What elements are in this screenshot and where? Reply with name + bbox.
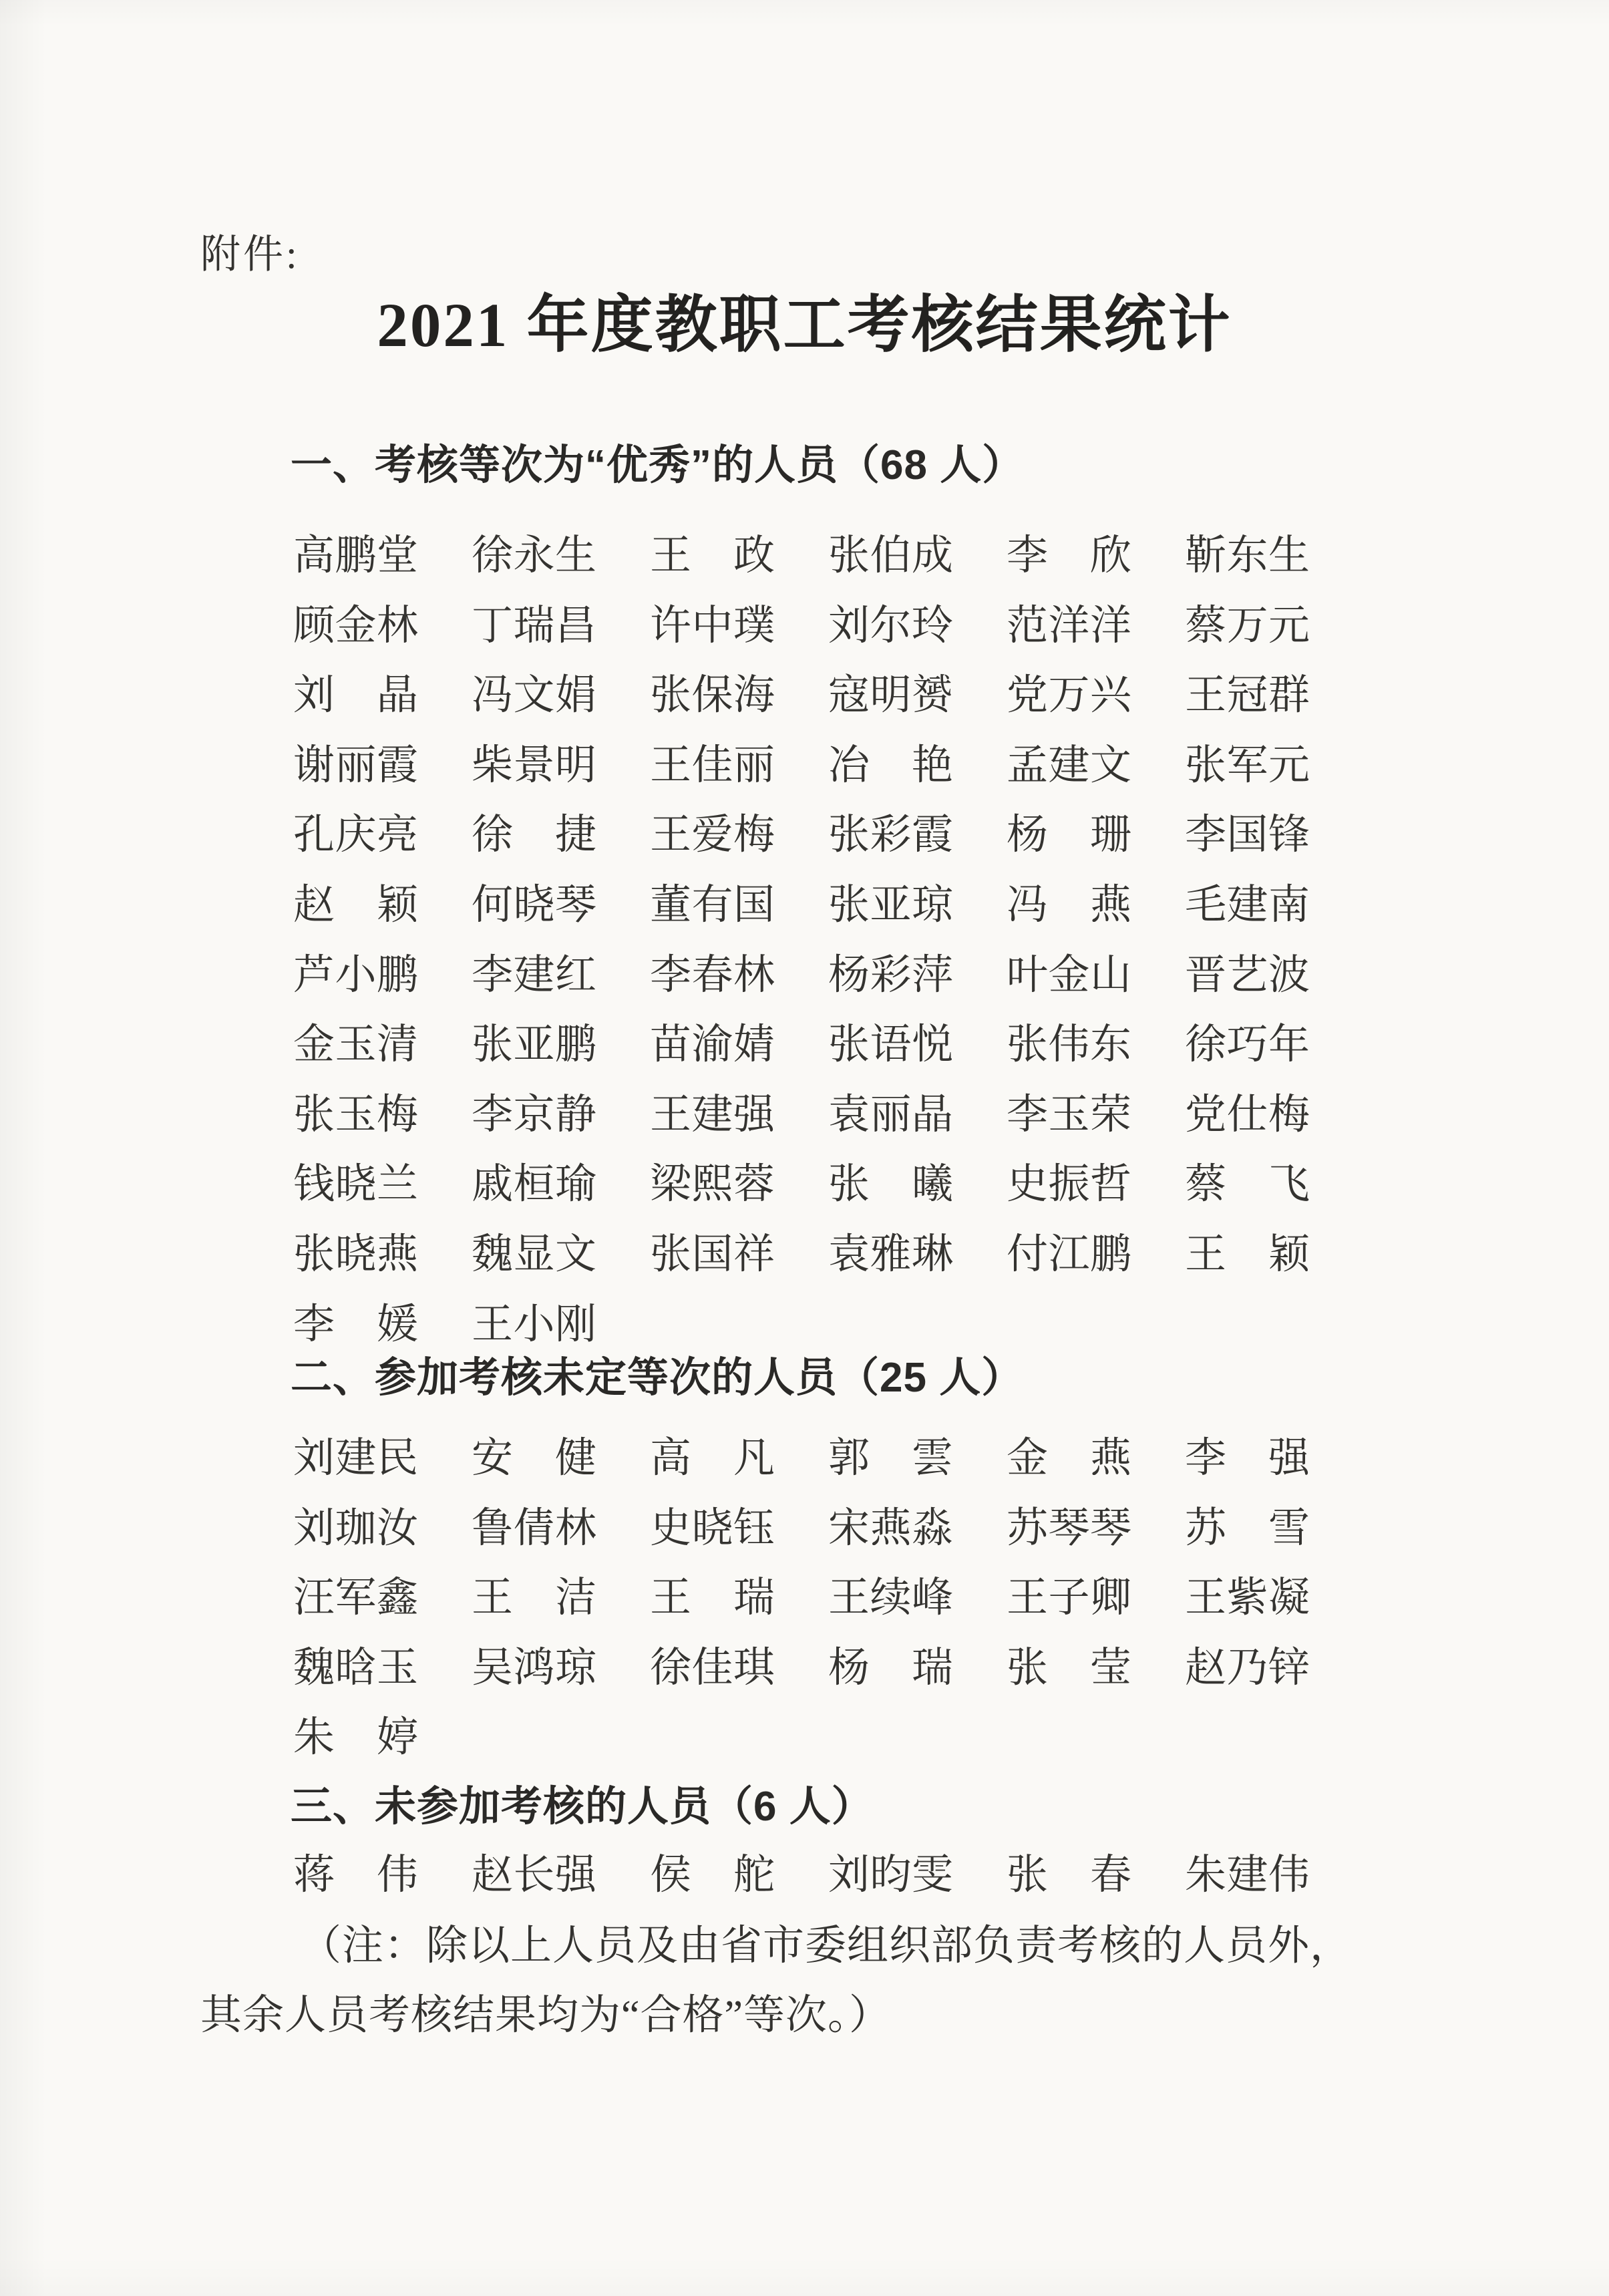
name-row bbox=[293, 1853, 1310, 1923]
person-name: 苏 雪 bbox=[1185, 1505, 1310, 1551]
name-row bbox=[293, 744, 1310, 814]
person-name: 金 燕 bbox=[1007, 1436, 1132, 1481]
person-name: 李京静 bbox=[472, 1092, 597, 1138]
person-name: 王 洁 bbox=[472, 1575, 597, 1621]
name-row bbox=[293, 1506, 1310, 1577]
person-name: 柴景明 bbox=[472, 742, 597, 788]
person-name: 张亚鹏 bbox=[472, 1022, 597, 1068]
person-name: 侯 舵 bbox=[650, 1852, 775, 1898]
person-name: 张语悦 bbox=[828, 1022, 954, 1068]
person-name: 李 欣 bbox=[1007, 533, 1132, 579]
person-name: 芦小鹏 bbox=[293, 952, 419, 998]
person-name: 张军元 bbox=[1185, 742, 1310, 788]
person-name: 范洋洋 bbox=[1007, 603, 1132, 649]
person-name: 赵乃锌 bbox=[1185, 1645, 1310, 1691]
person-name: 高鹏堂 bbox=[293, 533, 419, 579]
person-name: 李玉荣 bbox=[1007, 1092, 1132, 1138]
person-name: 安 健 bbox=[472, 1436, 597, 1481]
person-name: 袁雅琳 bbox=[828, 1231, 954, 1277]
name-row bbox=[293, 953, 1310, 1023]
person-name: 张国祥 bbox=[650, 1231, 775, 1277]
person-name: 付江鹏 bbox=[1007, 1231, 1132, 1277]
person-name: 袁丽晶 bbox=[828, 1092, 954, 1138]
attachment-label: 附件: bbox=[200, 232, 300, 277]
person-name: 王建强 bbox=[650, 1092, 775, 1138]
person-name: 孔庆亮 bbox=[293, 812, 419, 858]
person-name: 刘建民 bbox=[293, 1436, 419, 1481]
person-name: 丁瑞昌 bbox=[472, 603, 597, 649]
person-name: 寇明赟 bbox=[828, 673, 954, 719]
person-name: 王佳丽 bbox=[650, 742, 775, 788]
name-row bbox=[293, 1576, 1310, 1646]
name-row bbox=[293, 1162, 1310, 1233]
name-row bbox=[293, 1715, 1310, 1786]
person-name: 魏显文 bbox=[472, 1231, 597, 1277]
name-row bbox=[293, 604, 1310, 674]
person-name: 金玉清 bbox=[293, 1022, 419, 1068]
person-name: 冯文娟 bbox=[472, 673, 597, 719]
person-name: 郭 雲 bbox=[828, 1436, 954, 1481]
person-name: 苏琴琴 bbox=[1007, 1505, 1132, 1551]
person-name: 董有国 bbox=[650, 882, 775, 928]
person-name: 赵 颖 bbox=[293, 882, 419, 928]
person-name: 史晓钰 bbox=[650, 1505, 775, 1551]
person-name: 王小刚 bbox=[472, 1301, 597, 1347]
person-name: 杨 珊 bbox=[1007, 812, 1132, 858]
person-name: 张亚琼 bbox=[828, 882, 954, 928]
name-row bbox=[293, 534, 1310, 604]
person-name: 张伯成 bbox=[828, 533, 954, 579]
person-name: 许中璞 bbox=[650, 603, 775, 649]
person-name: 魏晗玉 bbox=[293, 1645, 419, 1691]
person-name: 蒋 伟 bbox=[293, 1852, 419, 1898]
person-name: 李国锋 bbox=[1185, 812, 1310, 858]
person-name: 晋艺波 bbox=[1185, 952, 1310, 998]
person-name: 鲁倩林 bbox=[472, 1505, 597, 1551]
person-name: 宋燕淼 bbox=[828, 1505, 954, 1551]
person-name: 史振哲 bbox=[1007, 1162, 1132, 1208]
name-row bbox=[293, 1023, 1310, 1093]
name-grid-ungraded bbox=[293, 1436, 1310, 1786]
person-name: 徐 捷 bbox=[472, 812, 597, 858]
person-name: 杨彩萍 bbox=[828, 952, 954, 998]
person-name: 冶 艳 bbox=[828, 742, 954, 788]
person-name: 徐佳琪 bbox=[650, 1645, 775, 1691]
person-name: 赵长强 bbox=[472, 1852, 597, 1898]
section-heading-ungraded: 二、参加考核未定等次的人员（25 人） bbox=[291, 1355, 1024, 1401]
person-name: 王 瑞 bbox=[650, 1575, 775, 1621]
person-name: 朱建伟 bbox=[1185, 1852, 1310, 1898]
name-row bbox=[293, 1646, 1310, 1716]
name-row bbox=[293, 1233, 1310, 1303]
name-grid-not-assessed bbox=[293, 1853, 1310, 1923]
person-name: 王续峰 bbox=[828, 1575, 954, 1621]
person-name: 张 莹 bbox=[1007, 1645, 1132, 1691]
page-title: 2021 年度教职工考核结果统计 bbox=[377, 291, 1232, 360]
person-name: 张 曦 bbox=[828, 1162, 954, 1208]
section-heading-excellent: 一、考核等次为“优秀”的人员（68 人） bbox=[291, 442, 1025, 488]
person-name: 蔡万元 bbox=[1185, 603, 1310, 649]
person-name: 张晓燕 bbox=[293, 1231, 419, 1277]
person-name: 谢丽霞 bbox=[293, 742, 419, 788]
person-name: 吴鸿琼 bbox=[472, 1645, 597, 1691]
person-name: 李 媛 bbox=[293, 1301, 419, 1347]
section-heading-not-assessed: 三、未参加考核的人员（6 人） bbox=[291, 1784, 874, 1830]
name-row bbox=[293, 813, 1310, 883]
person-name: 蔡 飞 bbox=[1185, 1162, 1310, 1208]
person-name: 汪军鑫 bbox=[293, 1575, 419, 1621]
note-line: （注：除以上人员及由省市委组织部负责考核的人员外， bbox=[300, 1923, 1353, 1969]
note-line: 其余人员考核结果均为“合格”等次。） bbox=[200, 1993, 892, 2038]
person-name: 梁熙蓉 bbox=[650, 1162, 775, 1208]
name-row bbox=[293, 1093, 1310, 1163]
person-name: 张玉梅 bbox=[293, 1092, 419, 1138]
person-name: 刘珈汝 bbox=[293, 1505, 419, 1551]
person-name: 孟建文 bbox=[1007, 742, 1132, 788]
person-name: 叶金山 bbox=[1007, 952, 1132, 998]
person-name: 何晓琴 bbox=[472, 882, 597, 928]
person-name: 王冠群 bbox=[1185, 673, 1310, 719]
person-name: 张保海 bbox=[650, 673, 775, 719]
name-row bbox=[293, 1436, 1310, 1506]
person-name: 张 春 bbox=[1007, 1852, 1132, 1898]
person-name: 党万兴 bbox=[1007, 673, 1132, 719]
person-name: 朱 婷 bbox=[293, 1715, 419, 1761]
person-name: 李建红 bbox=[472, 952, 597, 998]
person-name: 张彩霞 bbox=[828, 812, 954, 858]
person-name: 李春林 bbox=[650, 952, 775, 998]
person-name: 李 强 bbox=[1185, 1436, 1310, 1481]
person-name: 王子卿 bbox=[1007, 1575, 1132, 1621]
person-name: 刘 晶 bbox=[293, 673, 419, 719]
person-name: 刘昀雯 bbox=[828, 1852, 954, 1898]
name-row bbox=[293, 673, 1310, 744]
name-row bbox=[293, 883, 1310, 953]
person-name: 顾金林 bbox=[293, 603, 419, 649]
person-name: 王 政 bbox=[650, 533, 775, 579]
person-name: 高 凡 bbox=[650, 1436, 775, 1481]
name-grid-excellent bbox=[293, 534, 1310, 1372]
person-name: 杨 瑞 bbox=[828, 1645, 954, 1691]
person-name: 张伟东 bbox=[1007, 1022, 1132, 1068]
person-name: 苗渝婧 bbox=[650, 1022, 775, 1068]
person-name: 戚桓瑜 bbox=[472, 1162, 597, 1208]
person-name: 刘尔玲 bbox=[828, 603, 954, 649]
person-name: 靳东生 bbox=[1185, 533, 1310, 579]
person-name: 王爱梅 bbox=[650, 812, 775, 858]
person-name: 钱晓兰 bbox=[293, 1162, 419, 1208]
person-name: 党仕梅 bbox=[1185, 1092, 1310, 1138]
person-name: 徐巧年 bbox=[1185, 1022, 1310, 1068]
person-name: 王紫凝 bbox=[1185, 1575, 1310, 1621]
person-name: 王 颖 bbox=[1185, 1231, 1310, 1277]
person-name: 冯 燕 bbox=[1007, 882, 1132, 928]
person-name: 毛建南 bbox=[1185, 882, 1310, 928]
person-name: 徐永生 bbox=[472, 533, 597, 579]
